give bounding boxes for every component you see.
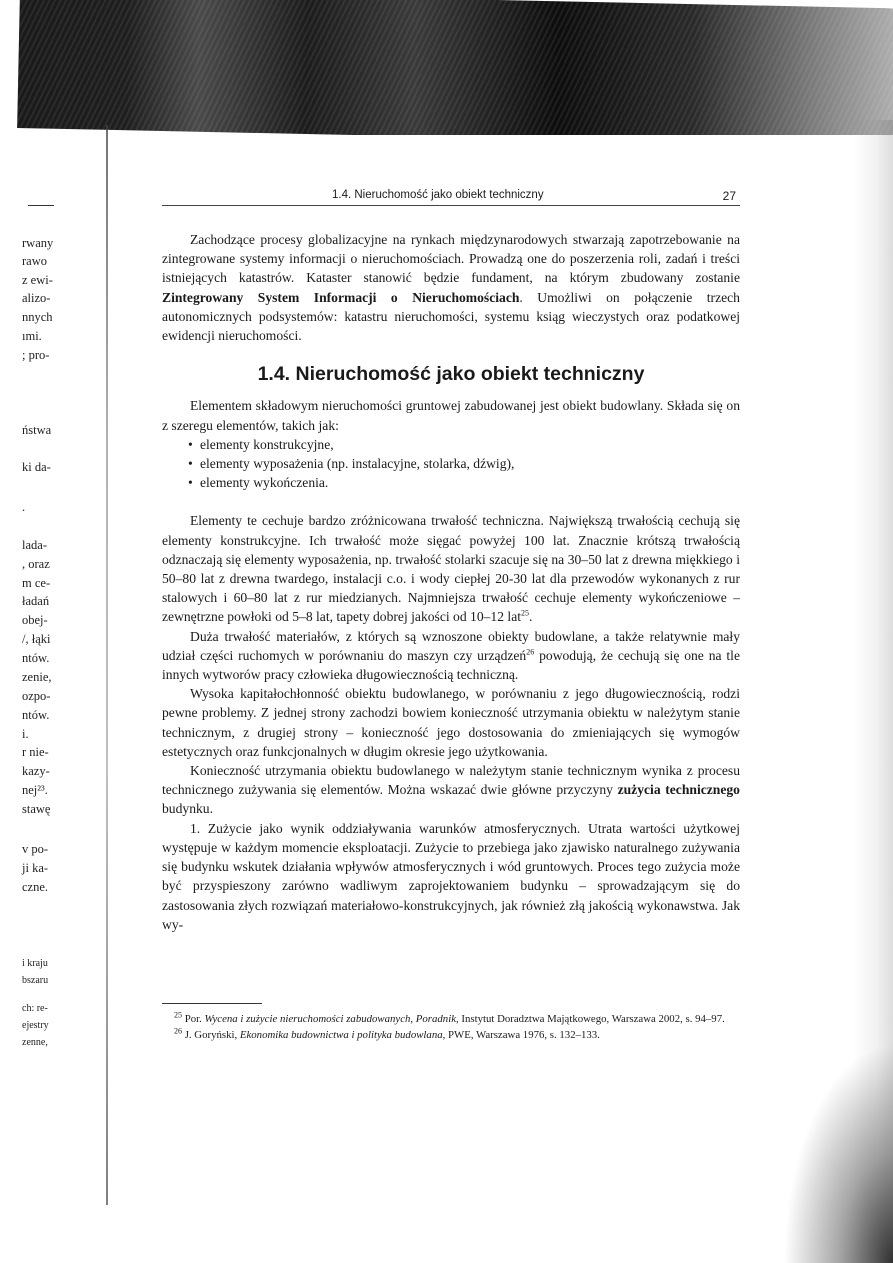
scan-shadow-top	[0, 0, 893, 135]
margin-fragment: z ewi-	[22, 273, 53, 287]
margin-fragment: , oraz	[22, 557, 50, 571]
margin-fragment: r nie-	[22, 745, 49, 759]
margin-fragment: ładań	[22, 594, 50, 608]
margin-fragment: m ce-	[22, 576, 51, 590]
scan-shadow-bottom	[783, 1043, 893, 1263]
margin-fragment: zenne,	[22, 1037, 48, 1048]
paragraph: 1. Zużycie jako wynik oddziaływania warunków atmosferycznych. Utrata wartości użytkowej występuje w każdym momencie eksploatacji. Zużycie to przebiega jako zjawisko naturalnego zużywania się budynku wskutek działania wpływów atmosferycznych i wód gruntowych. Proces tego zużycia może być przyspieszony zarówno wadliwym zaprojektowaniem budynku – sprowadzającym się do zastosowania złych rozwiązań materiałowo-konstrukcyjnych, jak również złą jakością wykonawstwa. Jak wy-	[162, 820, 740, 932]
margin-fragment: stawę	[22, 802, 51, 816]
margin-fragment: v po-	[22, 842, 49, 856]
margin-fragment: lada-	[22, 538, 47, 552]
margin-fragment: ; pro-	[22, 348, 50, 362]
margin-fragment: i kraju	[22, 958, 48, 969]
footnote: $^{26}$ J. Goryński, Ekonomika budownictwa i polityka budowlana, PWE, Warszawa 1976, s. 132–133.	[174, 1026, 600, 1041]
paragraph: Elementem składowym nieruchomości gruntowej zabudowanej jest obiekt budowlany. Składa się on z szeregu elementów, takich jak:	[162, 398, 740, 433]
footnote-rule	[162, 1003, 262, 1004]
footnote-ref: 26	[526, 647, 535, 657]
margin-fragment: rwany	[22, 236, 54, 250]
bold-term: Zintegrowany System Informacji o Nieruchomościach	[162, 289, 520, 305]
page-fold-line	[106, 125, 108, 1205]
margin-fragment: ństwa	[22, 423, 52, 437]
page-body	[162, 230, 740, 934]
element-list	[162, 435, 740, 493]
margin-fragment: ntów.	[22, 651, 50, 665]
paragraph: Duża trwałość materiałów, z których są wznoszone obiekty budowlane, a także relatywnie mały udział części ruchomych w porównaniu do maszyn czy urządzeń$^{26}$ powodują, że cechują się one na tle innych wytworów pracy człowieka długowiecznością techniczną.	[162, 628, 740, 683]
running-head-title: 1.4. Nieruchomość jako obiekt techniczny	[332, 189, 544, 201]
section-heading: 1.4. Nieruchomość jako obiekt techniczny	[257, 363, 645, 386]
margin-fragment: ejestry	[22, 1020, 49, 1031]
list-item: • elementy wykończenia.	[188, 473, 740, 492]
footnote: $^{25}$ Por. Wycena i zużycie nieruchomości zabudowanych, Poradnik, Instytut Doradztwa Majątkowego, Warszawa 2002, s. 94–97.	[174, 1010, 725, 1025]
margin-fragment: i.	[22, 727, 29, 741]
margin-fragment: ji ka-	[22, 861, 49, 875]
margin-fragment: nnych	[22, 310, 53, 324]
paragraph: Konieczność utrzymania obiektu budowlanego w należytym stanie technicznym wynika z procesu technicznego zużywania się elementów. Można wskazać dwie główne przyczyny zużycia technicznego budynku.	[162, 763, 740, 817]
header-rule	[162, 205, 740, 206]
margin-fragment: obej-	[22, 613, 48, 627]
bold-term: zużycia technicznego	[617, 782, 740, 798]
intro-paragraph: Zachodzące procesy globalizacyjne na rynkach międzynarodowych stwarzają zapotrzebowanie na zintegrowane systemy informacji o nieruchomościach. Prowadzą one do poszerzenia roli, zadań i treści istniejących katastrów. Kataster stanowić będzie fundament, na którym zbudowany zostanie Zintegrowany System Informacji o Nieruchomościach. Umożliwi on połączenie trzech autonomicznych podsystemów: katastru nieruchomości, systemu ksiąg wieczystych oraz podatkowej ewidencji nieruchomości.	[162, 232, 740, 344]
margin-fragment: czne.	[22, 880, 49, 894]
margin-fragment: /, łąki	[22, 632, 51, 646]
margin-fragment: ozpo-	[22, 689, 51, 703]
previous-page-header-rule	[28, 205, 54, 206]
footnote-ref: 25	[521, 608, 530, 618]
margin-fragment: .	[22, 500, 26, 514]
margin-fragment: alizo-	[22, 291, 51, 305]
margin-fragment: bszaru	[22, 975, 49, 986]
margin-fragment: ımi.	[22, 329, 42, 343]
list-item: • elementy konstrukcyjne,	[188, 435, 740, 454]
margin-fragment: ki da-	[22, 460, 51, 474]
running-header	[162, 189, 740, 207]
margin-fragment: zenie,	[22, 670, 52, 684]
margin-fragment: ch: re-	[22, 1003, 48, 1014]
list-item: • elementy wyposażenia (np. instalacyjne, stolarka, dźwig),	[188, 454, 740, 473]
paragraph: Wysoka kapitałochłonność obiektu budowlanego, w porównaniu z jego długowiecznością, rodzi pewne problemy. Z jednej strony zachodzi bowiem konieczność utrzymania obiektu w należytym stanie technicznym, z drugiej strony – konieczność jego dostosowania do zmieniających się wymogów estetycznych oraz funkcjonalnych w długim okresie jego użytkowania.	[162, 686, 740, 759]
page-number: 27	[722, 189, 736, 203]
footnotes	[162, 1003, 740, 1043]
paragraph: Elementy te cechuje bardzo zróżnicowana trwałość techniczna. Największą trwałością cechują się elementy konstrukcyjne. Ich trwałość może sięgać powyżej 100 lat. Znacznie krótszą trwałością odznaczają się elementy wyposażenia, np. trwałość stolarki szacuje się na 30–50 lat z drewna miękkiego i 50–80 lat z drewna twardego, instalacji c.o. i wody ciepłej 20-30 lat dla przewodów wykonanych z rur stalowych i 60–80 lat z rur miedzianych. Najmniejsza trwałość cechuje elementy wykończeniowe – zewnętrzne powłoki od 5–8 lat, tapety dobrej jakości od 10–12 lat$^{25}$.	[162, 513, 740, 625]
margin-fragment: kazy-	[22, 764, 50, 778]
margin-fragment: rawo	[22, 254, 47, 268]
margin-fragment: ntów.	[22, 708, 50, 722]
margin-fragment: nej²³.	[22, 783, 48, 797]
